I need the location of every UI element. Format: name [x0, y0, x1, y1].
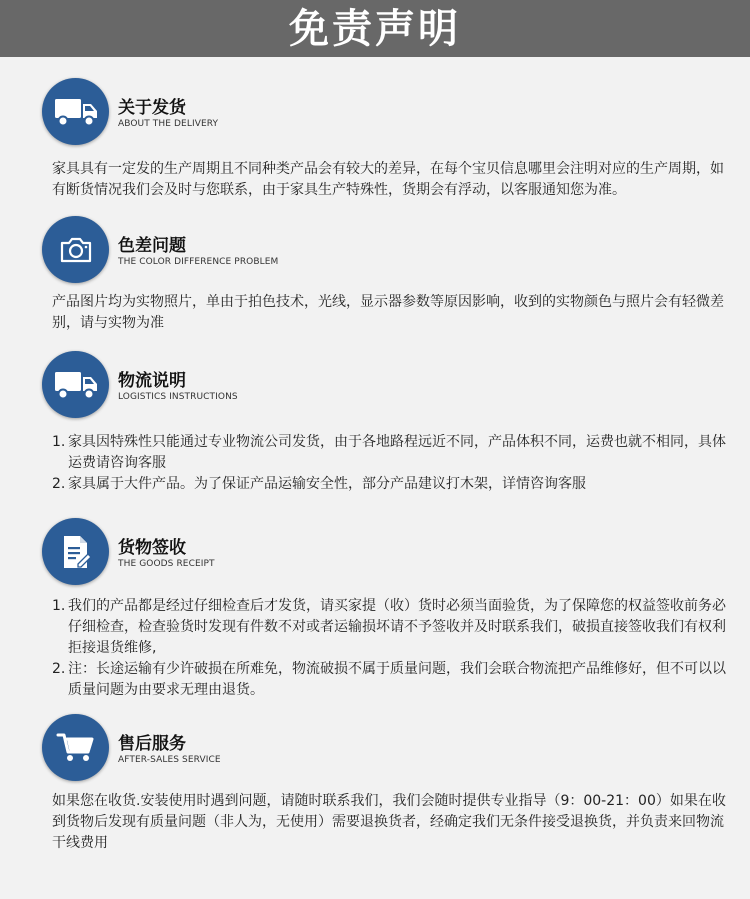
section-color	[0, 216, 750, 284]
list-item	[52, 432, 732, 474]
list-number: 1.	[52, 598, 66, 614]
section-subtitle: ABOUT THE DELIVERY	[118, 119, 219, 129]
section-logistics	[0, 351, 750, 419]
section-header	[0, 351, 750, 419]
section-title: 关于发货	[118, 98, 186, 118]
document-icon	[42, 518, 109, 585]
section-title: 物流说明	[118, 371, 186, 391]
list-text: 家具属于大件产品。为了保证产品运输安全性，部分产品建议打木架，详情咨询客服	[68, 476, 586, 492]
list-item	[52, 474, 732, 495]
list-item	[52, 596, 732, 659]
page-title: 免责声明	[289, 5, 461, 52]
cart-icon	[42, 714, 109, 781]
section-subtitle: AFTER-SALES SERVICE	[118, 755, 221, 765]
section-receipt-list	[52, 596, 732, 701]
section-receipt	[0, 518, 750, 586]
section-delivery	[0, 78, 750, 146]
section-title: 售后服务	[118, 734, 186, 754]
section-subtitle: LOGISTICS INSTRUCTIONS	[118, 392, 238, 402]
list-text: 注：长途运输有少许破损在所难免，物流破损不属于质量问题，我们会联合物流把产品维修好，但不可以以质量问题为由要求无理由退货。	[68, 661, 726, 698]
paragraph: 产品图片均为实物照片，单由于拍色技术，光线，显示器参数等原因影响，收到的实物颜色与照片会有轻微差别，请与实物为准	[52, 294, 724, 331]
list-number: 2.	[52, 476, 66, 492]
truck-icon	[42, 351, 109, 418]
truck-icon	[42, 78, 109, 145]
section-color-text	[52, 292, 732, 334]
section-title: 货物签收	[118, 538, 186, 558]
list-number: 1.	[52, 434, 66, 450]
section-header	[0, 714, 750, 782]
camera-icon	[42, 216, 109, 283]
paragraph: 如果您在收货.安装使用时遇到问题，请随时联系我们，我们会随时提供专业指导（9：00-21：00）如果在收到货物后发现有质量问题（非人为，无使用）需要退换货者，经确定我们无条件接受退换货，并负责来回物流干线费用	[52, 793, 726, 851]
section-title: 色差问题	[118, 236, 186, 256]
section-logistics-list	[52, 432, 732, 495]
section-after-sales	[0, 714, 750, 782]
section-header	[0, 216, 750, 284]
section-header	[0, 518, 750, 586]
section-delivery-text	[52, 159, 732, 201]
list-number: 2.	[52, 661, 66, 677]
section-after-sales-text	[52, 791, 732, 854]
header-banner	[0, 0, 750, 57]
section-subtitle: THE COLOR DIFFERENCE PROBLEM	[118, 257, 279, 267]
list-text: 我们的产品都是经过仔细检查后才发货，请买家提（收）货时必须当面验货，为了保障您的权益签收前务必仔细检查，检查验货时发现有件数不对或者运输损坏请不予签收并及时联系我们，破损直接签收我们有权利拒接退货维修,	[68, 598, 726, 656]
paragraph: 家具具有一定发的生产周期且不同种类产品会有较大的差异，在每个宝贝信息哪里会注明对应的生产周期，如有断货情况我们会及时与您联系，由于家具生产特殊性，货期会有浮动，以客服通知您为准。	[52, 161, 724, 198]
list-text: 家具因特殊性只能通过专业物流公司发货，由于各地路程远近不同，产品体积不同，运费也就不相同，具体运费请咨询客服	[68, 434, 726, 471]
section-header	[0, 78, 750, 146]
section-subtitle: THE GOODS RECEIPT	[118, 559, 215, 569]
list-item	[52, 659, 732, 701]
